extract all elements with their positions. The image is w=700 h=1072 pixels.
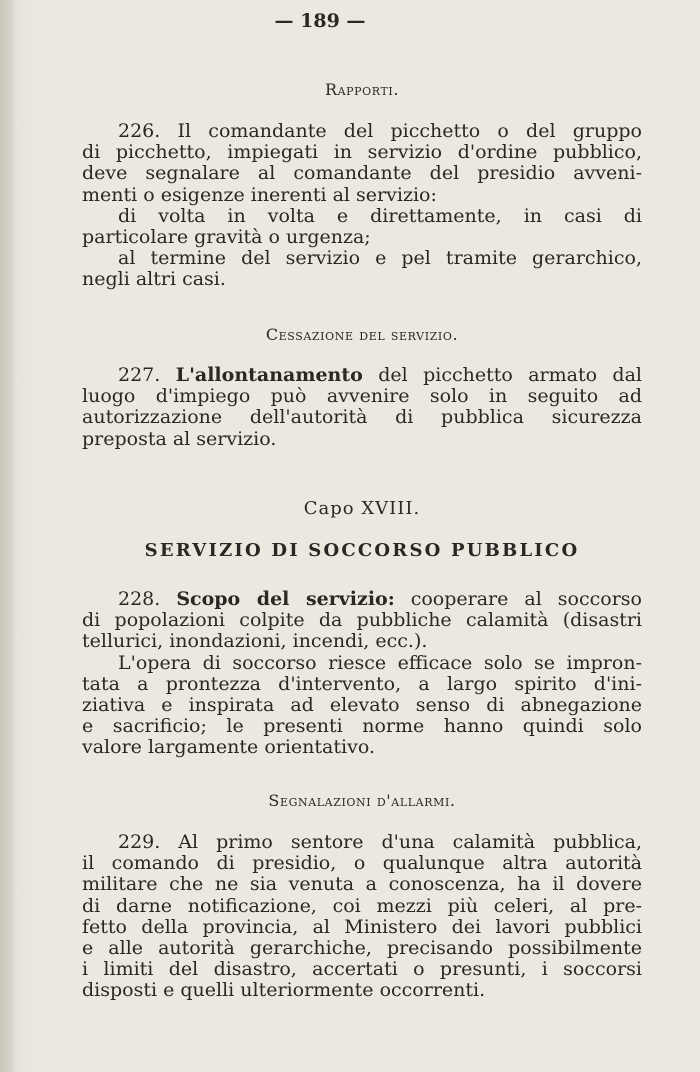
p228-line: tata a prontezza d'intervento, a largo spirito d'ini- [82, 672, 642, 695]
p228-line: e sacrificio; le presenti norme hanno quindi solo [82, 715, 642, 738]
p228-number: 228. [118, 588, 161, 610]
p226-line: al termine del servizio e pel tramite gerarchico, [118, 247, 642, 270]
p226-line: menti o esigenze inerenti al servizio: [82, 183, 437, 206]
p229-line: fetto della provincia, al Ministero dei lavori pubblici [82, 915, 642, 938]
p228-line: tellurici, inondazioni, incendi, ecc.). [82, 630, 428, 653]
heading-cessazione: Cessazione del servizio. [265, 325, 459, 344]
p228-line: valore largamente orientativo. [82, 736, 375, 759]
p229-line: 229. Al primo sentore d'una calamità pubblica, [118, 831, 642, 853]
p226-line: deve segnalare al comandante del presidio avveni- [82, 162, 642, 185]
p229-line: disposti e quelli ulteriormente occorrenti. [82, 979, 486, 1002]
chapter-number: Capo XVIII. [303, 498, 421, 519]
paragraph-229 [82, 832, 642, 1002]
p227-line: autorizzazione dell'autorità di pubblica sicurezza [82, 406, 642, 429]
page-number: — 189 — [274, 10, 366, 32]
p228-first-line [82, 589, 642, 610]
p226-line: negli altri casi. [82, 268, 226, 291]
p229-line: i limiti del disastro, accertati o presunti, i soccorsi [82, 958, 642, 981]
p227-number: 227. [118, 364, 161, 386]
p227-line: preposta al servizio. [82, 427, 277, 450]
p226-line: di volta in volta e direttamente, in casi di [118, 204, 642, 227]
p226-line: 226. Il comandante del picchetto o del gruppo [118, 120, 642, 142]
p226-line: particolare gravità o urgenza; [82, 226, 371, 249]
paragraph-227 [82, 365, 642, 450]
p229-line: di darne notificazione, coi mezzi più celeri, al pre- [82, 894, 642, 917]
p228-bold-term: Scopo del servizio: [176, 588, 395, 610]
heading-rapporti: Rapporti. [324, 80, 400, 99]
page-gutter [0, 0, 14, 1072]
p228-line: ziativa e inspirata ad elevato senso di abnegazione [82, 694, 642, 717]
paragraph-226 [82, 121, 642, 291]
p226-line: di picchetto, impiegati in servizio d'ordine pubblico, [82, 141, 642, 164]
p229-line: militare che ne sia venuta a conoscenza, ha il dovere [82, 873, 642, 896]
p227-line1-rest: del picchetto armato dal [378, 364, 642, 386]
p227-line: luogo d'impiego può avvenire solo in seguito ad [82, 385, 642, 408]
p229-line: il comando di presidio, o qualunque altra autorità [82, 852, 642, 875]
p228-line1-rest: cooperare al soccorso [410, 588, 642, 610]
p228-line: di popolazioni colpite da pubbliche calamità (disastri [82, 609, 642, 632]
paragraph-228 [82, 589, 642, 759]
heading-segnalazioni: Segnalazioni d'allarmi. [268, 791, 456, 810]
p228-line: L'opera di soccorso riesce efficace solo se impron- [118, 651, 642, 674]
chapter-title: SERVIZIO DI SOCCORSO PUBBLICO [144, 540, 580, 561]
p227-first-line [82, 365, 642, 386]
p229-line: e alle autorità gerarchiche, precisando possibilmente [82, 937, 642, 960]
p227-bold-term: L'allontanamento [175, 364, 363, 386]
